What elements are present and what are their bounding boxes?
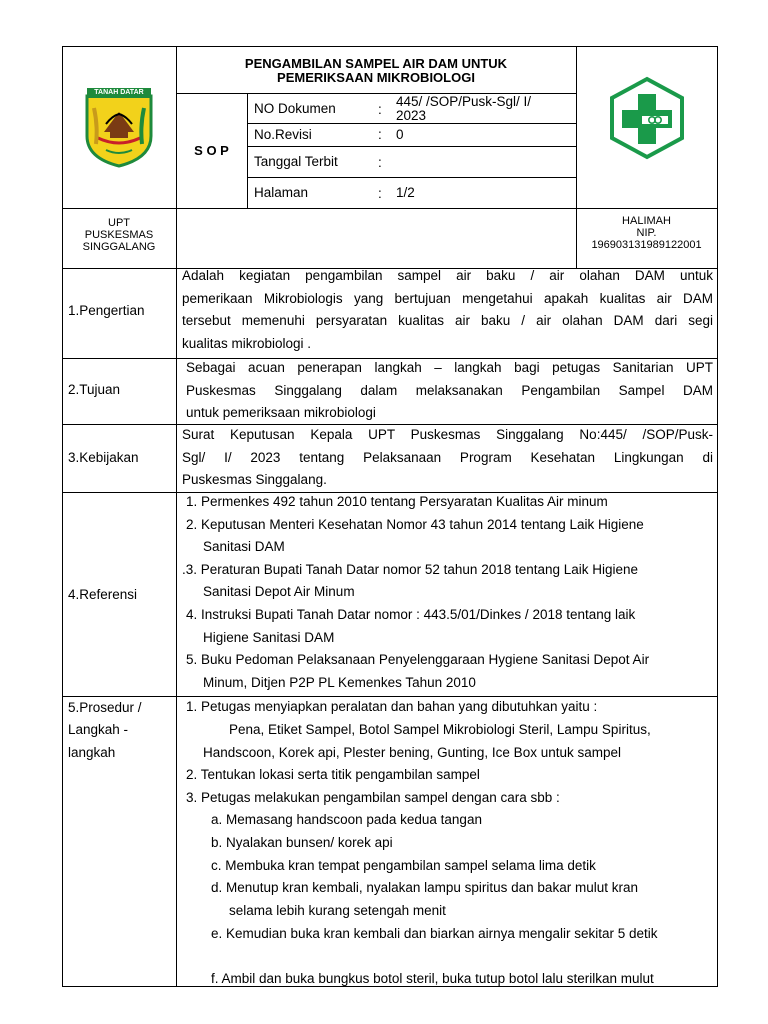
- border-top: [62, 46, 718, 47]
- prosedur-line: f. Ambil dan buka bungkus botol steril, buka tutup botol lalu sterilkan mulut: [211, 971, 654, 986]
- field-no-dokumen-colon: :: [378, 102, 382, 117]
- referensi-line: .3. Peraturan Bupati Tanah Datar nomor 52 tahun 2018 tentang Laik Higiene: [182, 561, 639, 577]
- field-sep-3: [247, 177, 576, 178]
- puskesmas-logo: [608, 76, 686, 160]
- tujuan-line: Sebagai acuan penerapan langkah – langkah bagi petugas Sanitarian UPT: [186, 360, 713, 375]
- prosedur-line: b. Nyalakan bunsen/ korek api: [211, 835, 393, 850]
- signer-nip: 196903131989122001: [591, 239, 702, 251]
- section-prosedur-label-2: Langkah -: [68, 722, 129, 737]
- doc-title-line1: PENGAMBILAN SAMPEL AIR DAM UNTUK: [244, 56, 508, 71]
- section-pengertian-label: 1.Pengertian: [68, 303, 145, 318]
- pengertian-line: Adalah kegiatan pengambilan sampel air baku / air olahan DAM untuk: [182, 268, 713, 283]
- sep-referensi: [62, 696, 718, 697]
- section-prosedur-label-1: 5.Prosedur /: [68, 700, 142, 715]
- referensi-line: 1. Permenkes 492 tahun 2010 tentang Persyaratan Kualitas Air minum: [186, 494, 608, 509]
- logo-left-banner-text: TANAH DATAR: [94, 89, 144, 96]
- prosedur-line: Handscoon, Korek api, Plester bening, Gunting, Ice Box untuk sampel: [203, 745, 621, 760]
- section-tujuan-body: [186, 357, 713, 425]
- tanah-datar-logo: [84, 86, 154, 168]
- field-halaman-label: Halaman: [254, 185, 309, 200]
- prosedur-line: 3. Petugas melakukan pengambilan sampel dengan cara sbb :: [186, 790, 560, 805]
- border-right: [717, 46, 718, 987]
- prosedur-line: a. Memasang handscoon pada kedua tangan: [211, 812, 482, 827]
- section-kebijakan-label: 3.Kebijakan: [68, 450, 139, 465]
- org-line3: SINGGALANG: [82, 241, 156, 253]
- section-referensi-label: 4.Referensi: [68, 587, 138, 602]
- section-referensi-body: [182, 491, 713, 694]
- fields-divider: [247, 93, 248, 208]
- referensi-line: Higiene Sanitasi DAM: [203, 629, 335, 645]
- signer-nip-label: NIP.: [636, 227, 657, 239]
- signer-name: HALIMAH: [622, 215, 671, 227]
- section-prosedur-label-3: langkah: [68, 745, 116, 760]
- pengertian-line: pemerikaan Mikrobiologis yang bertujuan mengetahui apakah kualitas air DAM: [182, 290, 713, 306]
- header-row-sep: [62, 208, 718, 209]
- pengertian-line: tersebut memenuhi persyaratan kualitas air baku / air olahan DAM dari segi: [182, 313, 713, 328]
- org-line2: PUSKESMAS: [84, 229, 154, 241]
- border-left: [62, 46, 63, 987]
- field-sep-2: [247, 146, 576, 147]
- tujuan-line: untuk pemeriksaan mikrobiologi: [186, 405, 376, 420]
- prosedur-line: c. Membuka kran tempat pengambilan sampel selama lima detik: [211, 858, 596, 873]
- prosedur-line: selama lebih kurang setengah menit: [229, 903, 446, 918]
- field-halaman-colon: :: [378, 186, 382, 201]
- prosedur-line: d. Menutup kran kembali, nyalakan lampu spiritus dan bakar mulut kran: [211, 880, 638, 895]
- field-no-dokumen-label: NO Dokumen: [254, 101, 336, 116]
- body-divider: [176, 268, 177, 987]
- referensi-line: Sanitasi DAM: [203, 539, 285, 555]
- field-no-dokumen-value2: 2023: [396, 108, 427, 123]
- referensi-line: 2. Keputusan Menteri Kesehatan Nomor 43 tahun 2014 tentang Laik Higiene: [186, 516, 644, 532]
- field-revisi-label: No.Revisi: [254, 127, 312, 142]
- prosedur-line: 2. Tentukan lokasi serta titik pengambilan sampel: [186, 767, 480, 782]
- field-revisi-colon: :: [378, 127, 382, 142]
- sop-label: S O P: [194, 143, 229, 158]
- tujuan-line: Puskesmas Singgalang dalam melaksanakan Pengambilan Sampel DAM: [186, 382, 713, 398]
- section-pengertian-body: [182, 265, 713, 355]
- section-tujuan-label: 2.Tujuan: [68, 382, 121, 397]
- prosedur-line: Pena, Etiket Sampel, Botol Sampel Mikrobiologi Steril, Lampu Spiritus,: [229, 722, 651, 737]
- prosedur-line: 1. Petugas menyiapkan peralatan dan bahan yang dibutuhkan yaitu :: [186, 699, 598, 714]
- referensi-line: Sanitasi Depot Air Minum: [203, 584, 355, 600]
- doc-title-line2: PEMERIKSAAN MIKROBIOLOGI: [277, 70, 475, 85]
- referensi-line: 4. Instruksi Bupati Tanah Datar nomor : 443.5/01/Dinkes / 2018 tentang laik: [186, 606, 636, 622]
- kebijakan-line: Surat Keputusan Kepala UPT Puskesmas Singgalang No:445/ /SOP/Pusk-: [182, 427, 713, 442]
- pengertian-line: kualitas mikrobiologi .: [182, 335, 312, 351]
- referensi-line: Minum, Ditjen P2P PL Kemenkes Tahun 2010: [203, 674, 476, 690]
- section-kebijakan-body: [182, 424, 713, 492]
- org-line1: UPT: [108, 217, 130, 229]
- field-no-dokumen-value1: 445/ /SOP/Pusk-Sgl/ I/: [396, 94, 532, 109]
- kebijakan-line: Puskesmas Singgalang.: [182, 472, 327, 487]
- prosedur-line: e. Kemudian buka kran kembali dan biarkan airnya mengalir sekitar 5 detik: [211, 926, 658, 941]
- field-halaman-value: 1/2: [396, 185, 415, 200]
- field-tanggal-label: Tanggal Terbit: [254, 154, 338, 169]
- kebijakan-line: Sgl/ I/ 2023 tentang Pelaksanaan Program Kesehatan Lingkungan di: [182, 449, 713, 465]
- field-tanggal-colon: :: [378, 155, 382, 170]
- field-revisi-value: 0: [396, 127, 404, 142]
- referensi-line: 5. Buku Pedoman Pelaksanaan Penyelenggaraan Hygiene Sanitasi Depot Air: [186, 652, 650, 668]
